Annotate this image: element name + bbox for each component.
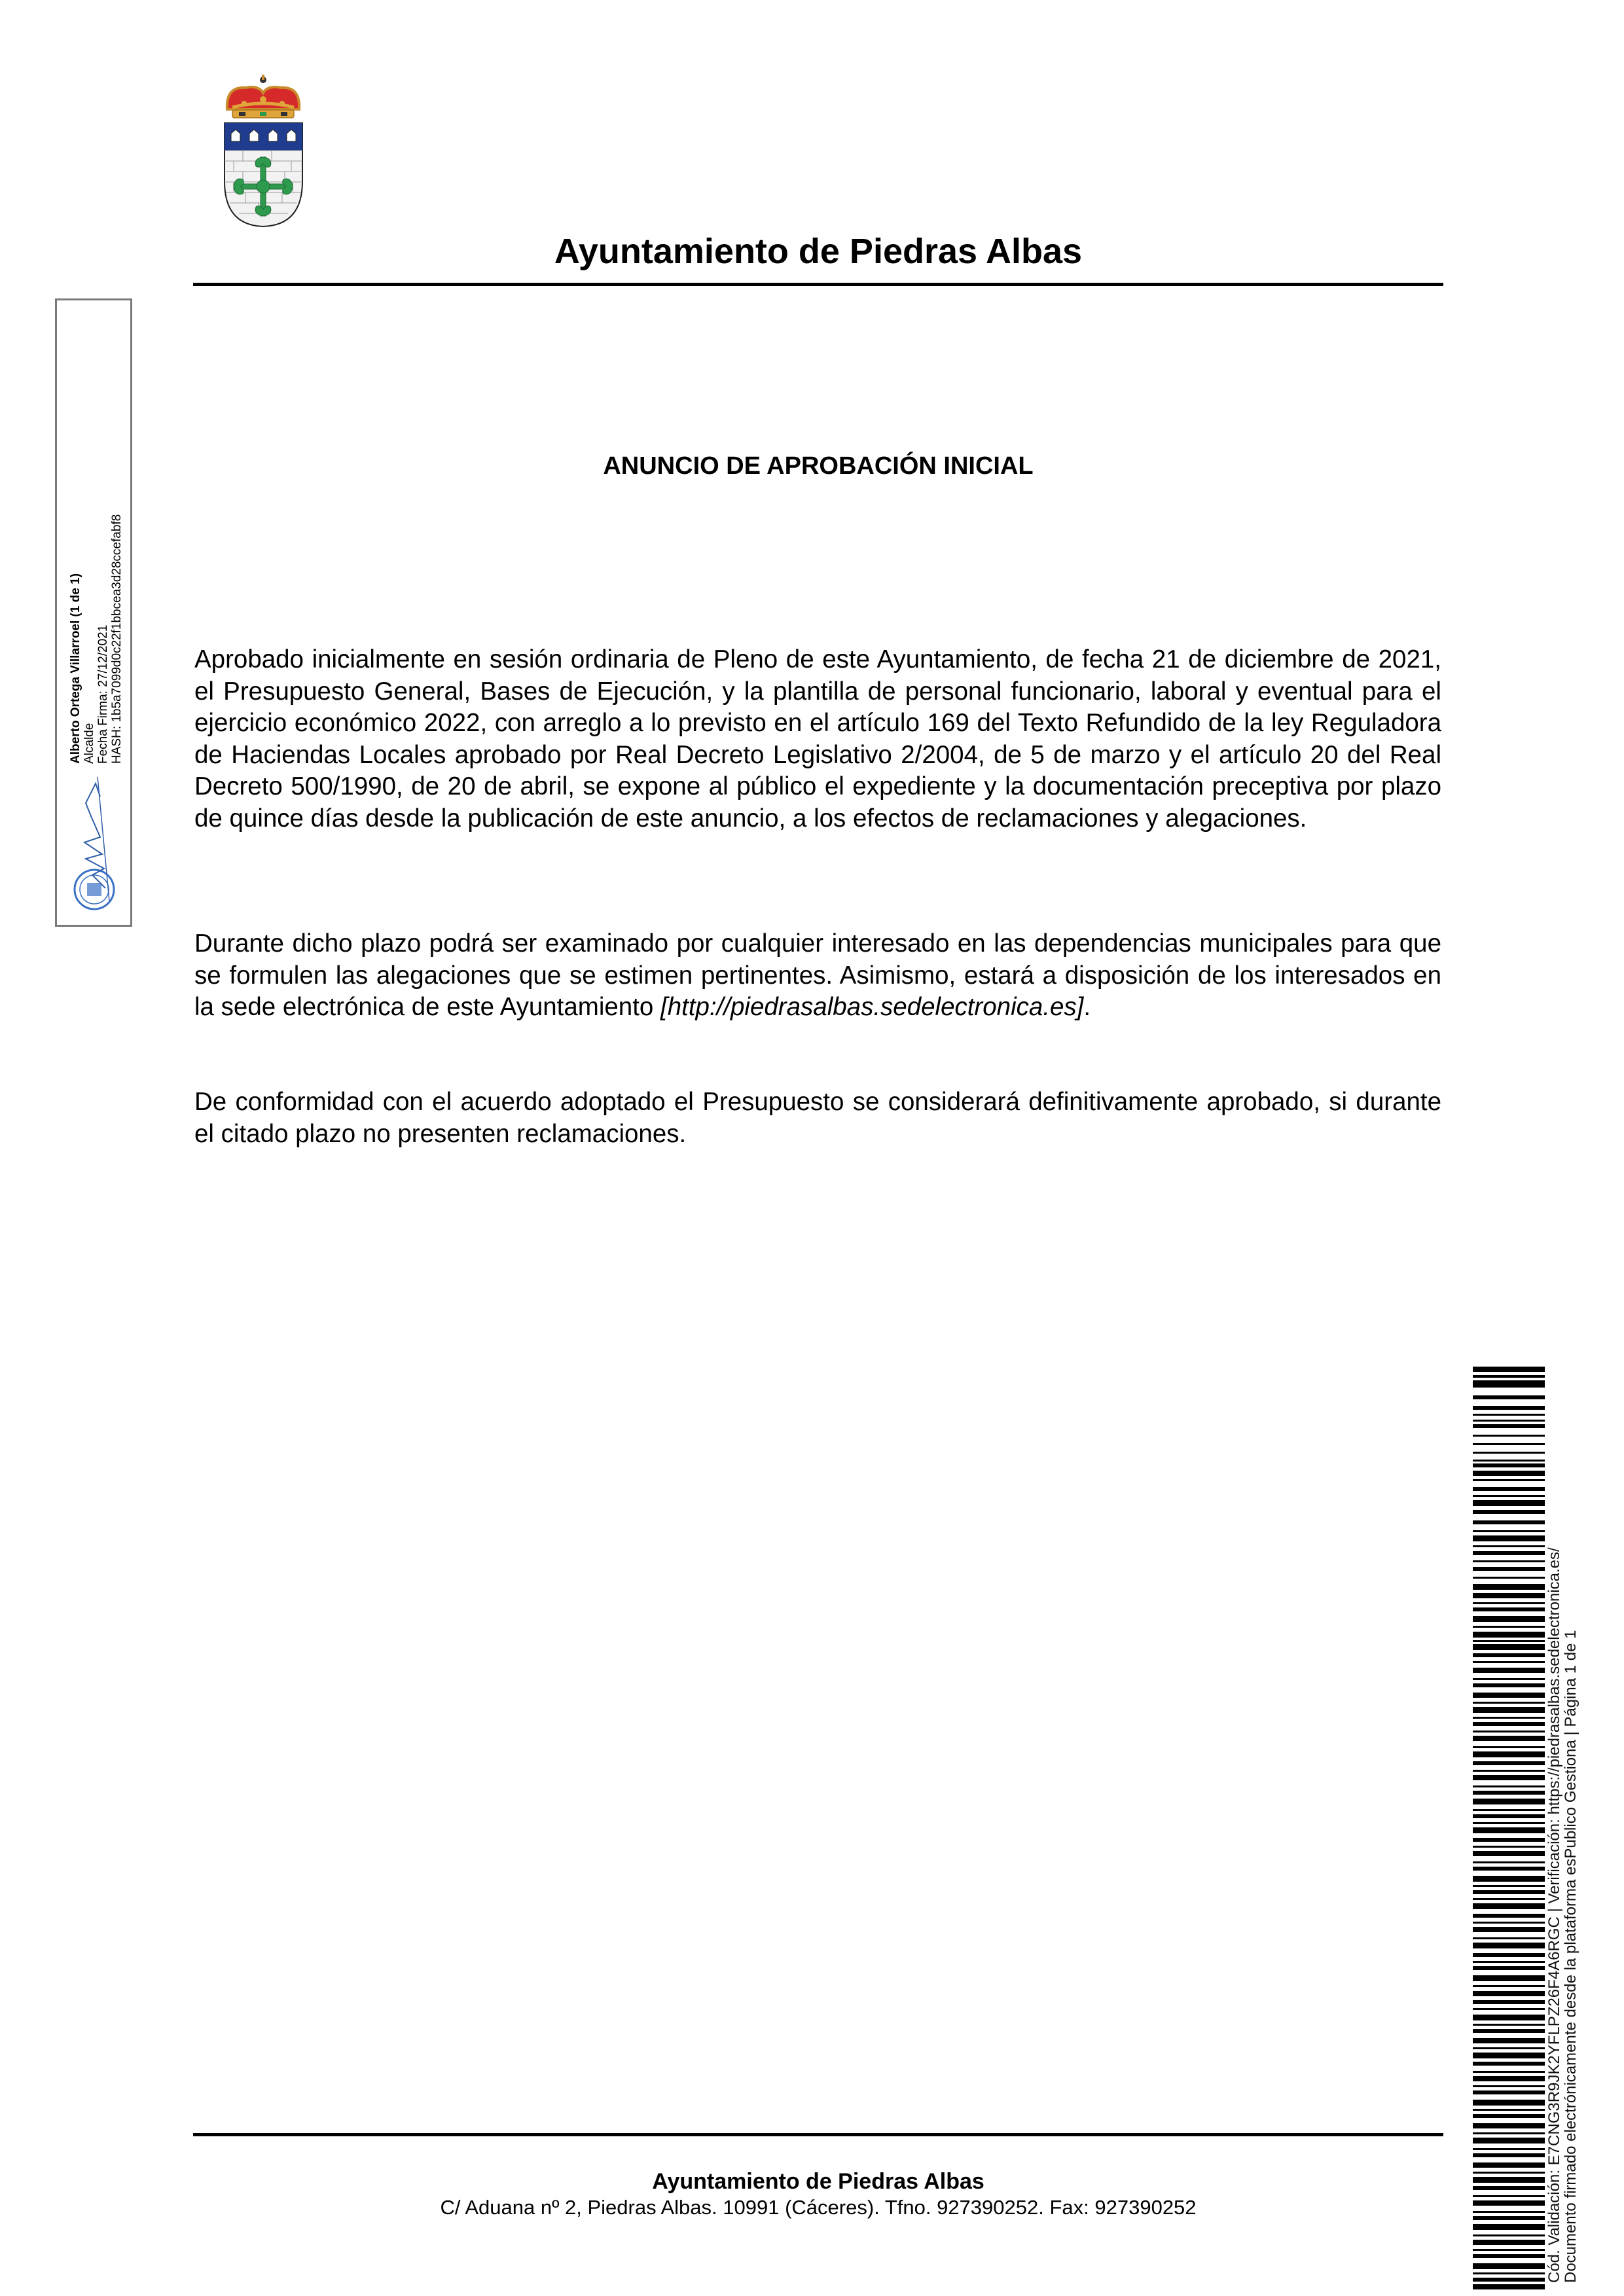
signature-details <box>69 514 124 764</box>
document-title: ANUNCIO DE APROBACIÓN INICIAL <box>603 452 1034 480</box>
paragraph-approval: Aprobado inicialmente en sesión ordinaria de Pleno de este Ayuntamiento, de fecha 21 de diciembre de 2021, el Presupuesto General, Bases de Ejecución, y la plantilla de personal funcionario, laboral y eventual para el ejercicio económico 2022, con arreglo a lo previsto en el artículo 169 del Texto Refundido de la ley Reguladora de Haciendas Locales aprobado por Real Decreto Legislativo 2/2004, de 5 de marzo y el artículo 20 del Real Decreto 500/1990, de 20 de abril, se expone al público el expediente y la documentación preceptiva por plazo de quince días desde la publicación de este anuncio, a los efectos de reclamaciones y alegaciones. <box>194 645 1441 833</box>
signer-name: Alberto Ortega Villarroel (1 de 1) <box>69 573 82 764</box>
paragraph-conformity: De conformidad con el acuerdo adoptado el Presupuesto se considerará definitivamente aprobado, si durante el citado plazo no presenten reclamaciones. <box>194 1088 1441 1148</box>
header-title: Ayuntamiento de Piedras Albas <box>554 232 1083 271</box>
signature-date: Fecha Firma: 27/12/2021 <box>96 624 110 764</box>
signature-hash: HASH: 1b5a7099d0c22f1bbcea3d28ccefabf8 <box>110 514 124 764</box>
paragraph-examination-text: Durante dicho plazo podrá ser examinado por cualquier interesado en las dependencias municipales para que se formulen las alegaciones que se estimen pertinentes. Asimismo, estará a disposición de los interesados en la sede electrónica de este Ayuntamiento <box>194 929 1441 1021</box>
footer-divider <box>193 2133 1443 2136</box>
footer-organization-name: Ayuntamiento de Piedras Albas <box>652 2169 984 2194</box>
paragraph-examination <box>194 928 1441 1024</box>
signer-role: Alcalde <box>82 723 96 764</box>
header-divider <box>193 283 1443 286</box>
validation-barcode <box>1473 1367 1545 2289</box>
signature-stamp-icon <box>66 774 122 914</box>
signature-box <box>55 298 132 927</box>
validation-text-block <box>1546 1367 1592 2289</box>
validation-code-line: Cód. Validación: E7CNG3R9JK2YFLPZ26F4A6RGC | Verificación: https://piedrasalbas.sedelectronica.es/ <box>1545 1547 1563 2283</box>
footer-address: C/ Aduana nº 2, Piedras Albas. 10991 (Cáceres). Tfno. 927390252. Fax: 927390252 <box>440 2196 1197 2219</box>
coat-of-arms-logo <box>219 73 308 230</box>
paragraph-examination-end: . <box>1083 993 1091 1021</box>
validation-platform-line: Documento firmado electrónicamente desde la plataforma esPublico Gestiona | Página 1 de 1 <box>1562 1630 1579 2283</box>
sede-electronica-link[interactable]: [http://piedrasalbas.sedelectronica.es] <box>660 993 1084 1021</box>
